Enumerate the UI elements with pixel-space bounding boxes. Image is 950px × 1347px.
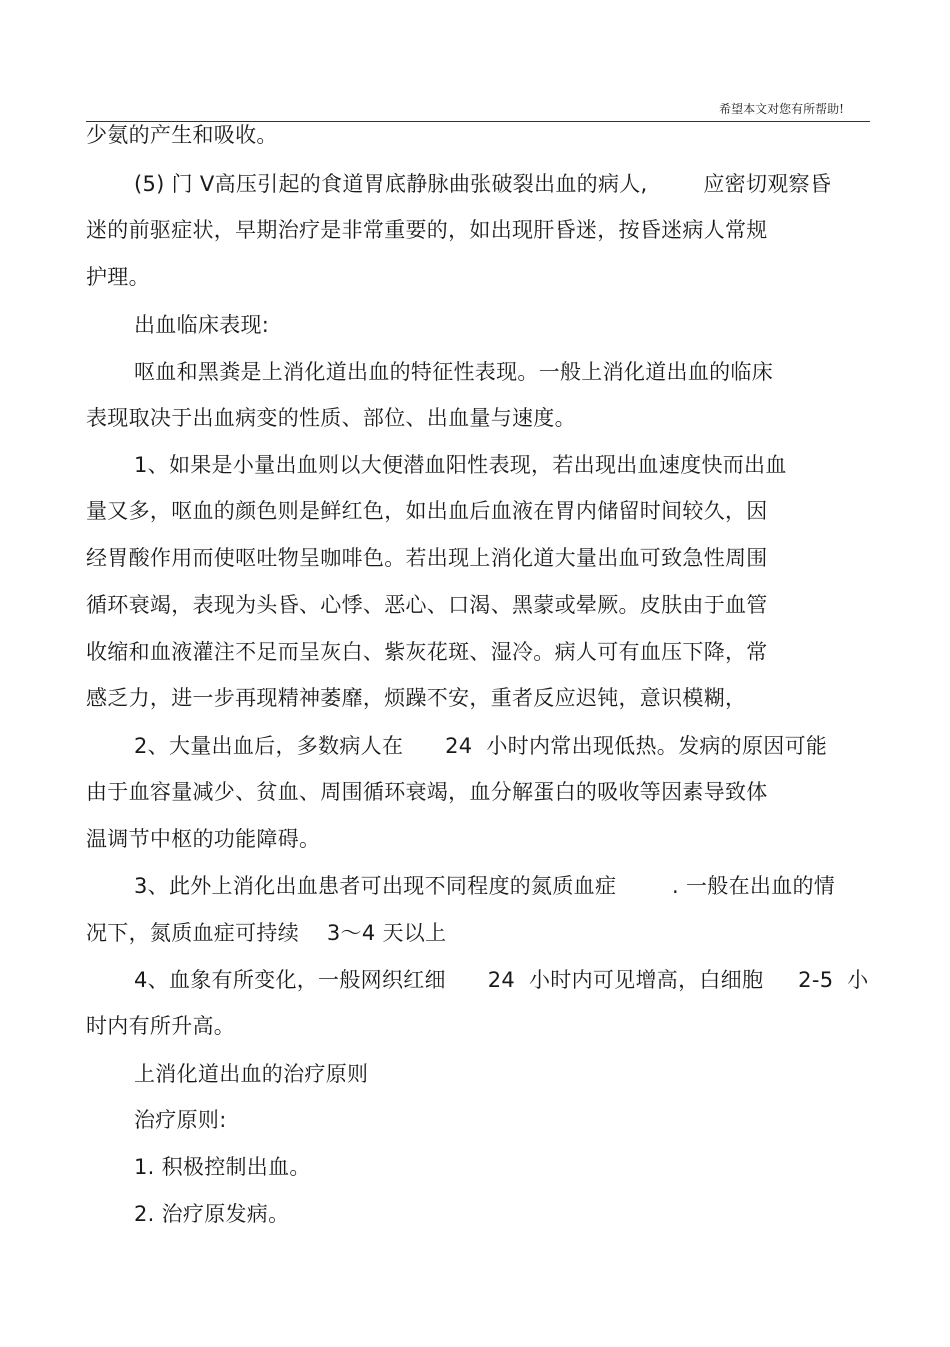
text-line: 量又多，呕血的颜色则是鲜红色，如出血后血液在胃内储留时间较久，因 <box>86 499 768 523</box>
text-line: 少氨的产生和吸收。 <box>86 123 278 147</box>
section-heading: 治疗原则: <box>134 1108 227 1132</box>
text-line: 1、如果是小量出血则以大便潜血阳性表现，若出现出血速度快而出血 <box>134 453 787 477</box>
section-heading: 上消化道出血的治疗原则 <box>134 1062 369 1086</box>
text-line: 收缩和血液灌注不足而呈灰白、紫灰花斑、湿冷。病人可有血压下降，常 <box>86 640 768 664</box>
text-line: 感乏力，进一步再现精神萎靡，烦躁不安，重者反应迟钝，意识模糊， <box>86 686 747 710</box>
text-line: 温调节中枢的功能障碍。 <box>86 827 321 851</box>
text-line: 表现取决于出血病变的性质、部位、出血量与速度。 <box>86 406 576 430</box>
text-line: 2、大量出血后，多数病人在 24 小时内常出现低热。发病的原因可能 <box>134 734 828 758</box>
text-line: 4、血象有所变化，一般网织红细 24 小时内可见增高，白细胞 2-5 小 <box>134 968 869 992</box>
text-line: (5) 门 V高压引起的食道胃底静脉曲张破裂出血的病人, 应密切观察昏 <box>134 172 832 196</box>
text-line: 由于血容量减少、贫血、周围循环衰竭，血分解蛋白的吸收等因素导致体 <box>86 780 768 804</box>
text-line: 经胃酸作用而使呕吐物呈咖啡色。若出现上消化道大量出血可致急性周围 <box>86 546 768 570</box>
header-note: 希望本文对您有所帮助! <box>719 102 844 116</box>
list-item: 2. 治疗原发病。 <box>134 1202 290 1226</box>
text-line: 时内有所升高。 <box>86 1014 236 1038</box>
section-heading: 出血临床表现: <box>134 313 270 337</box>
text-line: 3、此外上消化出血患者可出现不同程度的氮质血症 . 一般在出血的情 <box>134 874 836 898</box>
text-line: 迷的前驱症状，早期治疗是非常重要的，如出现肝昏迷，按昏迷病人常规 <box>86 218 768 242</box>
list-item: 1. 积极控制出血。 <box>134 1155 311 1179</box>
text-line: 况下，氮质血症可持续 3～4 天以上 <box>86 921 447 945</box>
text-line: 呕血和黑粪是上消化道出血的特征性表现。一般上消化道出血的临床 <box>134 360 773 384</box>
text-line: 循环衰竭，表现为头昏、心悸、恶心、口渴、黑蒙或晕厥。皮肤由于血管 <box>86 593 768 617</box>
text-line: 护理。 <box>86 265 150 289</box>
